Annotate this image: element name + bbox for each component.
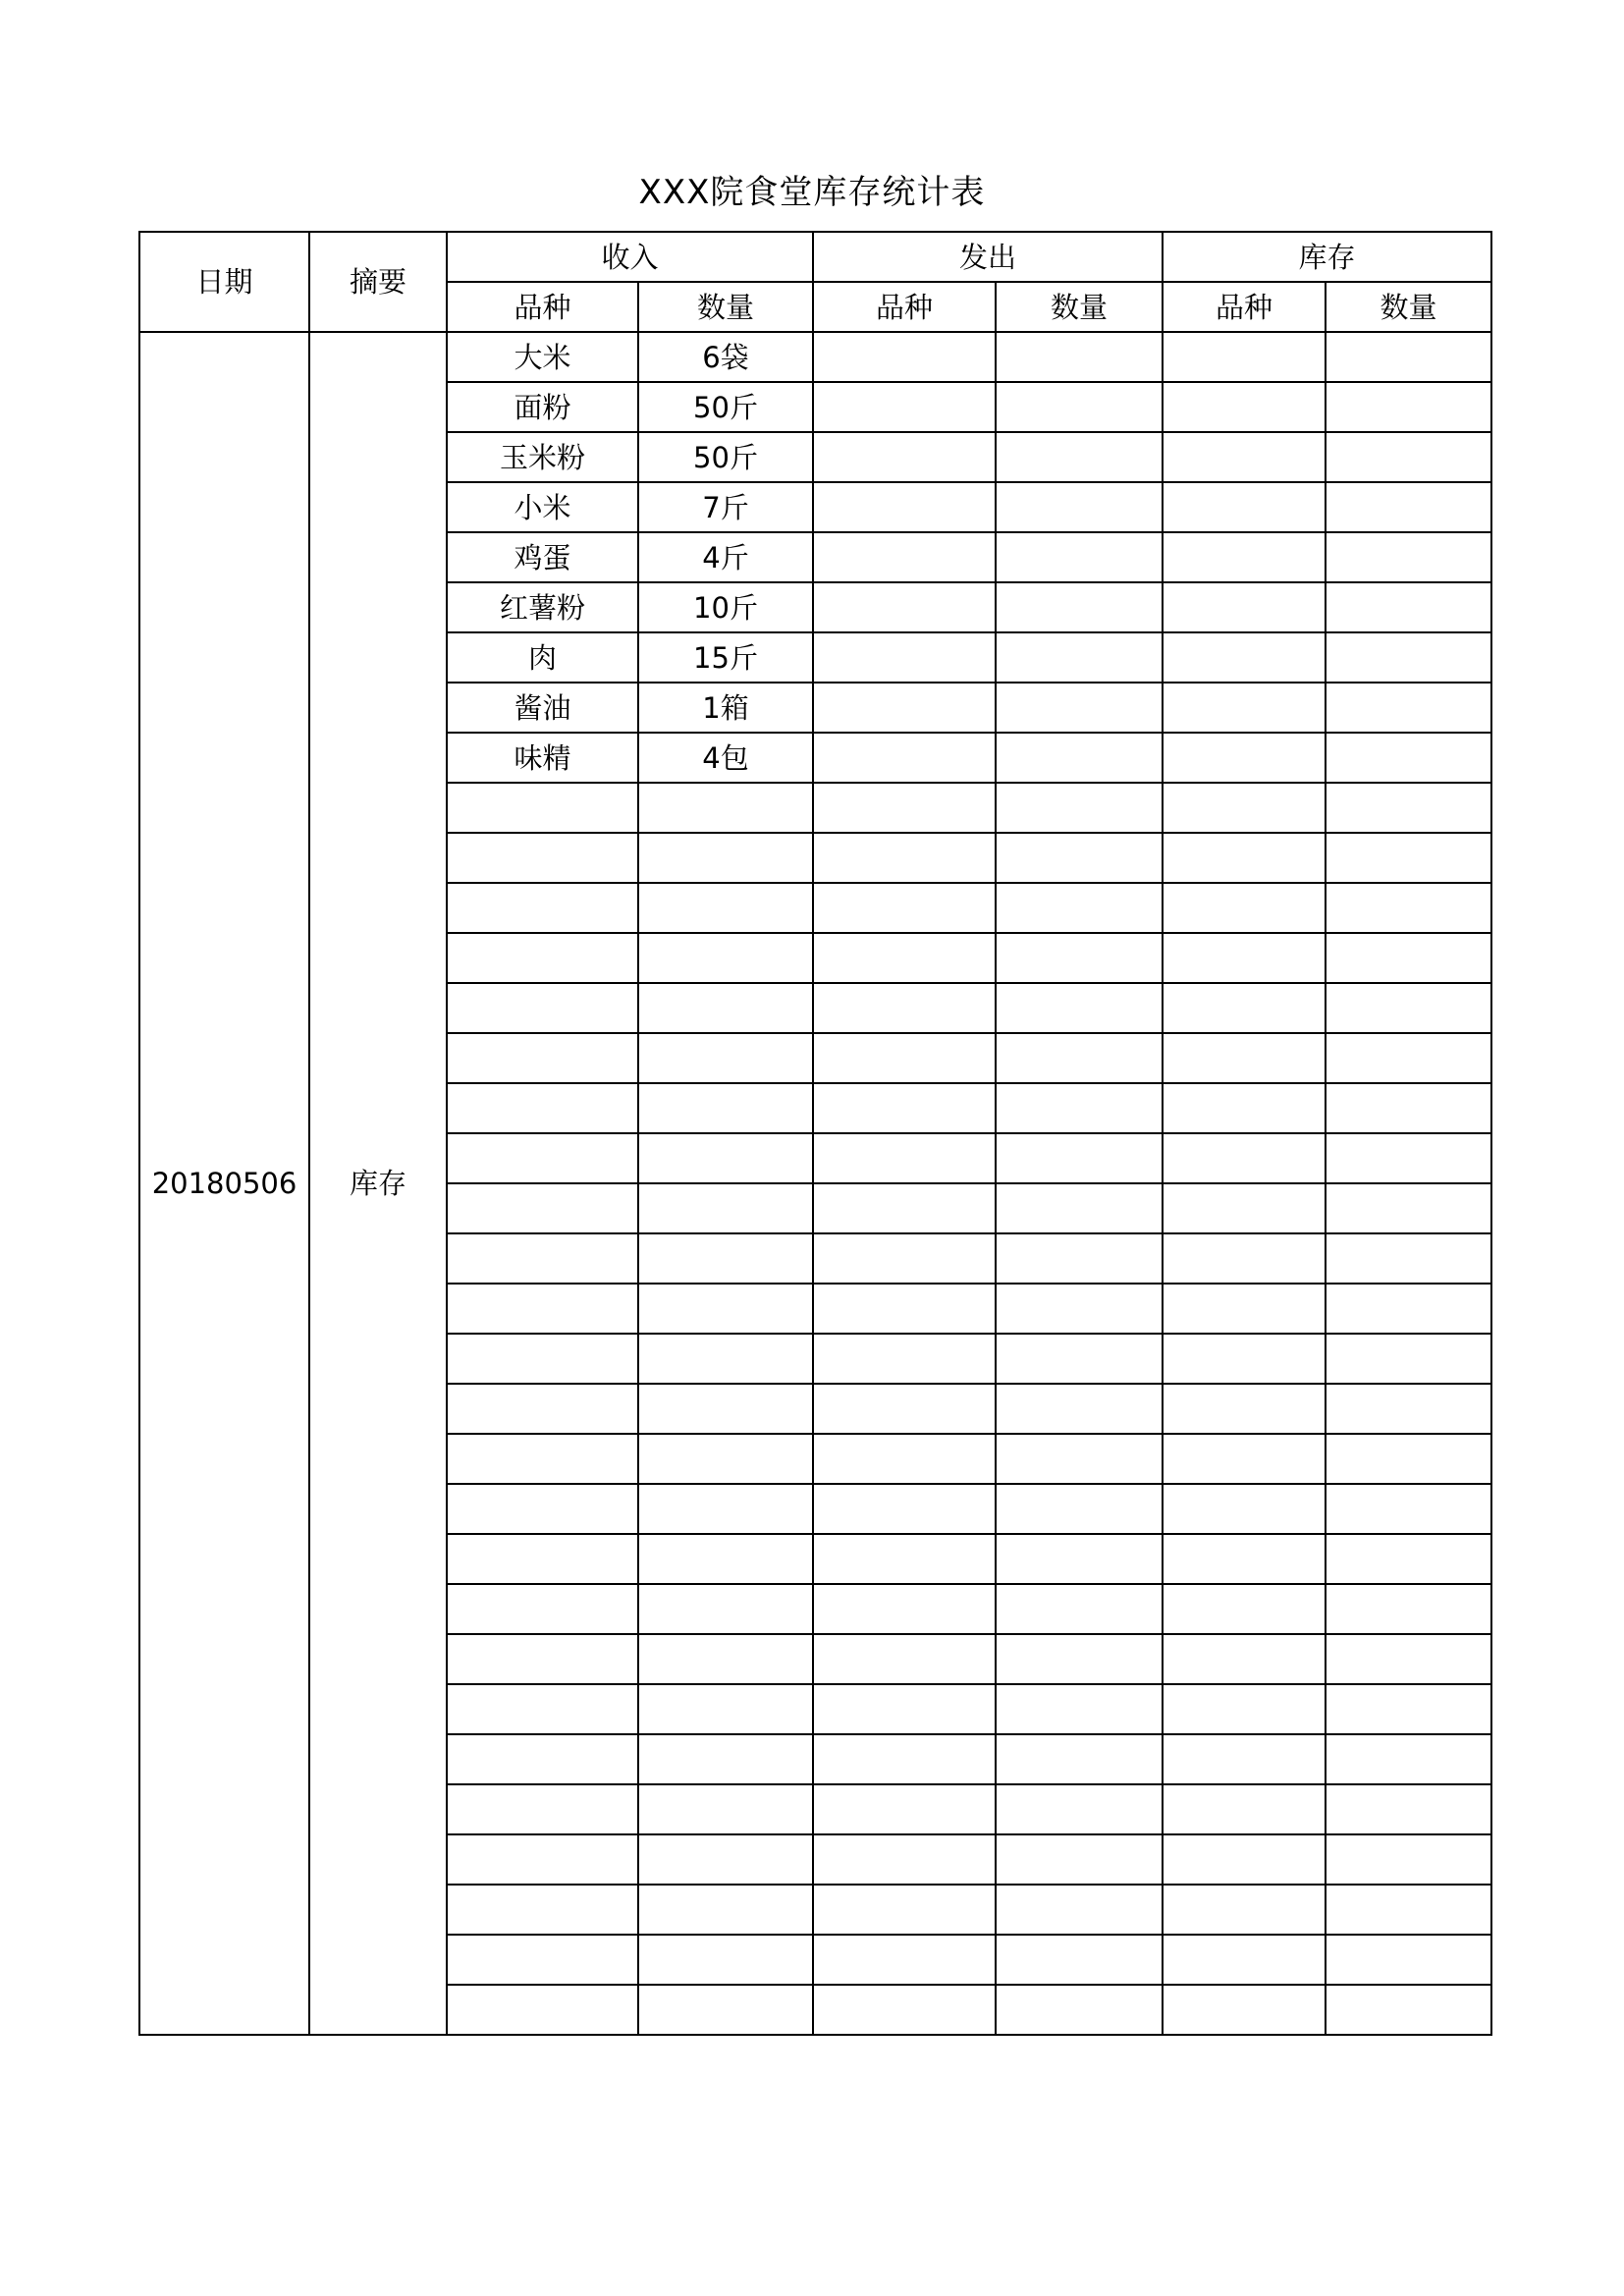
header-outgo-quantity: 数量 (996, 282, 1163, 332)
header-stock-variety: 品种 (1163, 282, 1326, 332)
income-variety-cell (447, 1183, 638, 1233)
stock-quantity-cell (1326, 332, 1491, 382)
outgo-quantity-cell (996, 1684, 1163, 1734)
income-variety-cell (447, 1133, 638, 1183)
stock-quantity-cell (1326, 833, 1491, 883)
outgo-variety-cell (813, 1684, 996, 1734)
outgo-variety-cell (813, 983, 996, 1033)
outgo-variety-cell (813, 833, 996, 883)
outgo-variety-cell (813, 1434, 996, 1484)
stock-quantity-cell (1326, 883, 1491, 933)
income-quantity-cell (638, 1684, 813, 1734)
stock-variety-cell (1163, 1734, 1326, 1784)
stock-quantity-cell (1326, 1434, 1491, 1484)
outgo-quantity-cell (996, 1834, 1163, 1885)
outgo-quantity-cell (996, 983, 1163, 1033)
income-quantity-cell: 10斤 (638, 582, 813, 632)
income-quantity-cell: 15斤 (638, 632, 813, 683)
income-variety-cell (447, 1584, 638, 1634)
stock-quantity-cell (1326, 432, 1491, 482)
income-variety-cell (447, 783, 638, 833)
outgo-variety-cell (813, 1584, 996, 1634)
income-variety-cell (447, 1834, 638, 1885)
income-variety-cell: 肉 (447, 632, 638, 683)
stock-variety-cell (1163, 833, 1326, 883)
stock-quantity-cell (1326, 1734, 1491, 1784)
income-variety-cell: 鸡蛋 (447, 532, 638, 582)
stock-variety-cell (1163, 1985, 1326, 2035)
income-quantity-cell (638, 1334, 813, 1384)
outgo-quantity-cell (996, 532, 1163, 582)
page-title: XXX院食堂库存统计表 (638, 173, 986, 212)
stock-variety-cell (1163, 1935, 1326, 1985)
income-variety-cell (447, 1083, 638, 1133)
income-variety-cell (447, 1634, 638, 1684)
income-quantity-cell (638, 883, 813, 933)
inventory-table (138, 231, 1492, 2036)
stock-quantity-cell (1326, 1935, 1491, 1985)
outgo-variety-cell (813, 1233, 996, 1284)
stock-variety-cell (1163, 1233, 1326, 1284)
outgo-variety-cell (813, 1384, 996, 1434)
income-quantity-cell (638, 983, 813, 1033)
stock-quantity-cell (1326, 1183, 1491, 1233)
outgo-variety-cell (813, 1534, 996, 1584)
stock-variety-cell (1163, 1033, 1326, 1083)
outgo-variety-cell (813, 1083, 996, 1133)
stock-variety-cell (1163, 983, 1326, 1033)
income-variety-cell (447, 983, 638, 1033)
stock-quantity-cell (1326, 382, 1491, 432)
income-quantity-cell (638, 833, 813, 883)
outgo-variety-cell (813, 332, 996, 382)
outgo-quantity-cell (996, 1534, 1163, 1584)
outgo-quantity-cell (996, 1734, 1163, 1784)
income-quantity-cell: 1箱 (638, 683, 813, 733)
income-quantity-cell (638, 1734, 813, 1784)
income-quantity-cell (638, 1233, 813, 1284)
stock-quantity-cell (1326, 1484, 1491, 1534)
header-outgo-variety: 品种 (813, 282, 996, 332)
outgo-quantity-cell (996, 1885, 1163, 1935)
stock-quantity-cell (1326, 683, 1491, 733)
outgo-variety-cell (813, 1284, 996, 1334)
income-variety-cell: 味精 (447, 733, 638, 783)
outgo-variety-cell (813, 1935, 996, 1985)
income-variety-cell: 小米 (447, 482, 638, 532)
outgo-quantity-cell (996, 1334, 1163, 1384)
income-quantity-cell: 50斤 (638, 432, 813, 482)
outgo-variety-cell (813, 1985, 996, 2035)
outgo-variety-cell (813, 683, 996, 733)
outgo-quantity-cell (996, 1033, 1163, 1083)
stock-quantity-cell (1326, 1284, 1491, 1334)
outgo-quantity-cell (996, 933, 1163, 983)
stock-quantity-cell (1326, 482, 1491, 532)
income-variety-cell (447, 1935, 638, 1985)
outgo-quantity-cell (996, 632, 1163, 683)
stock-variety-cell (1163, 1784, 1326, 1834)
outgo-quantity-cell (996, 332, 1163, 382)
income-quantity-cell: 7斤 (638, 482, 813, 532)
outgo-quantity-cell (996, 733, 1163, 783)
stock-quantity-cell (1326, 632, 1491, 683)
stock-variety-cell (1163, 582, 1326, 632)
record-summary: 库存 (309, 332, 447, 2035)
outgo-quantity-cell (996, 382, 1163, 432)
stock-variety-cell (1163, 1534, 1326, 1584)
stock-variety-cell (1163, 1083, 1326, 1133)
stock-quantity-cell (1326, 1584, 1491, 1634)
income-variety-cell (447, 1684, 638, 1734)
outgo-quantity-cell (996, 1634, 1163, 1684)
outgo-variety-cell (813, 783, 996, 833)
income-quantity-cell (638, 783, 813, 833)
stock-quantity-cell (1326, 1684, 1491, 1734)
outgo-quantity-cell (996, 1484, 1163, 1534)
income-quantity-cell (638, 1033, 813, 1083)
income-variety-cell (447, 1284, 638, 1334)
stock-quantity-cell (1326, 933, 1491, 983)
outgo-quantity-cell (996, 1584, 1163, 1634)
stock-quantity-cell (1326, 1885, 1491, 1935)
income-variety-cell (447, 1033, 638, 1083)
stock-variety-cell (1163, 933, 1326, 983)
stock-variety-cell (1163, 1183, 1326, 1233)
income-quantity-cell (638, 1083, 813, 1133)
income-quantity-cell: 6袋 (638, 332, 813, 382)
stock-quantity-cell (1326, 1233, 1491, 1284)
stock-variety-cell (1163, 683, 1326, 733)
outgo-variety-cell (813, 1183, 996, 1233)
income-quantity-cell (638, 1284, 813, 1334)
outgo-quantity-cell (996, 783, 1163, 833)
header-stock: 库存 (1163, 232, 1491, 282)
outgo-variety-cell (813, 1634, 996, 1684)
stock-quantity-cell (1326, 1834, 1491, 1885)
outgo-variety-cell (813, 1834, 996, 1885)
header-income-variety: 品种 (447, 282, 638, 332)
income-variety-cell (447, 933, 638, 983)
stock-variety-cell (1163, 1885, 1326, 1935)
outgo-quantity-cell (996, 1133, 1163, 1183)
income-quantity-cell (638, 1935, 813, 1985)
income-quantity-cell (638, 1484, 813, 1534)
header-outgo: 发出 (813, 232, 1163, 282)
stock-quantity-cell (1326, 983, 1491, 1033)
outgo-variety-cell (813, 1033, 996, 1083)
stock-quantity-cell (1326, 1384, 1491, 1434)
income-quantity-cell (638, 1584, 813, 1634)
record-date: 20180506 (139, 332, 309, 2035)
stock-quantity-cell (1326, 1083, 1491, 1133)
outgo-variety-cell (813, 733, 996, 783)
stock-variety-cell (1163, 1334, 1326, 1384)
income-variety-cell: 面粉 (447, 382, 638, 432)
stock-quantity-cell (1326, 1634, 1491, 1684)
income-variety-cell (447, 833, 638, 883)
income-variety-cell (447, 1534, 638, 1584)
stock-variety-cell (1163, 432, 1326, 482)
outgo-quantity-cell (996, 1183, 1163, 1233)
header-stock-quantity: 数量 (1326, 282, 1491, 332)
outgo-quantity-cell (996, 1434, 1163, 1484)
outgo-quantity-cell (996, 1985, 1163, 2035)
income-variety-cell (447, 1734, 638, 1784)
outgo-quantity-cell (996, 432, 1163, 482)
outgo-variety-cell (813, 632, 996, 683)
outgo-variety-cell (813, 482, 996, 532)
income-variety-cell: 红薯粉 (447, 582, 638, 632)
stock-variety-cell (1163, 883, 1326, 933)
stock-variety-cell (1163, 733, 1326, 783)
header-summary: 摘要 (309, 232, 447, 332)
outgo-variety-cell (813, 1133, 996, 1183)
income-quantity-cell (638, 1784, 813, 1834)
income-quantity-cell (638, 1634, 813, 1684)
stock-quantity-cell (1326, 1133, 1491, 1183)
income-variety-cell (447, 1334, 638, 1384)
income-quantity-cell (638, 933, 813, 983)
stock-variety-cell (1163, 1133, 1326, 1183)
income-variety-cell: 酱油 (447, 683, 638, 733)
outgo-quantity-cell (996, 1935, 1163, 1985)
stock-variety-cell (1163, 1284, 1326, 1334)
income-variety-cell: 大米 (447, 332, 638, 382)
income-quantity-cell (638, 1985, 813, 2035)
outgo-quantity-cell (996, 833, 1163, 883)
stock-variety-cell (1163, 1384, 1326, 1434)
header-date: 日期 (139, 232, 309, 332)
income-quantity-cell (638, 1133, 813, 1183)
outgo-quantity-cell (996, 683, 1163, 733)
stock-variety-cell (1163, 1634, 1326, 1684)
stock-variety-cell (1163, 632, 1326, 683)
stock-variety-cell (1163, 1834, 1326, 1885)
outgo-variety-cell (813, 532, 996, 582)
outgo-variety-cell (813, 432, 996, 482)
income-quantity-cell (638, 1434, 813, 1484)
income-variety-cell (447, 1484, 638, 1534)
income-variety-cell (447, 1233, 638, 1284)
outgo-quantity-cell (996, 582, 1163, 632)
outgo-variety-cell (813, 382, 996, 432)
income-quantity-cell: 50斤 (638, 382, 813, 432)
header-income: 收入 (447, 232, 813, 282)
income-variety-cell (447, 1784, 638, 1834)
stock-variety-cell (1163, 1434, 1326, 1484)
income-variety-cell (447, 1384, 638, 1434)
outgo-variety-cell (813, 1734, 996, 1784)
stock-quantity-cell (1326, 532, 1491, 582)
income-quantity-cell: 4斤 (638, 532, 813, 582)
outgo-quantity-cell (996, 482, 1163, 532)
income-quantity-cell (638, 1183, 813, 1233)
income-quantity-cell (638, 1885, 813, 1935)
stock-variety-cell (1163, 1684, 1326, 1734)
stock-variety-cell (1163, 1584, 1326, 1634)
outgo-quantity-cell (996, 883, 1163, 933)
income-variety-cell: 玉米粉 (447, 432, 638, 482)
stock-variety-cell (1163, 482, 1326, 532)
table-row (139, 332, 1491, 382)
outgo-variety-cell (813, 883, 996, 933)
outgo-variety-cell (813, 1784, 996, 1834)
stock-quantity-cell (1326, 1334, 1491, 1384)
header-income-quantity: 数量 (638, 282, 813, 332)
stock-variety-cell (1163, 382, 1326, 432)
outgo-variety-cell (813, 1334, 996, 1384)
income-quantity-cell: 4包 (638, 733, 813, 783)
income-variety-cell (447, 883, 638, 933)
outgo-quantity-cell (996, 1284, 1163, 1334)
outgo-variety-cell (813, 1885, 996, 1935)
stock-quantity-cell (1326, 582, 1491, 632)
outgo-variety-cell (813, 933, 996, 983)
income-quantity-cell (638, 1834, 813, 1885)
outgo-quantity-cell (996, 1083, 1163, 1133)
income-quantity-cell (638, 1534, 813, 1584)
header-row-1 (139, 232, 1491, 282)
outgo-quantity-cell (996, 1384, 1163, 1434)
stock-variety-cell (1163, 783, 1326, 833)
stock-variety-cell (1163, 1484, 1326, 1534)
outgo-variety-cell (813, 1484, 996, 1534)
income-variety-cell (447, 1885, 638, 1935)
income-variety-cell (447, 1985, 638, 2035)
outgo-variety-cell (813, 582, 996, 632)
outgo-quantity-cell (996, 1233, 1163, 1284)
stock-quantity-cell (1326, 783, 1491, 833)
stock-variety-cell (1163, 532, 1326, 582)
stock-quantity-cell (1326, 1534, 1491, 1584)
stock-quantity-cell (1326, 733, 1491, 783)
income-variety-cell (447, 1434, 638, 1484)
outgo-quantity-cell (996, 1784, 1163, 1834)
income-quantity-cell (638, 1384, 813, 1434)
stock-quantity-cell (1326, 1985, 1491, 2035)
stock-variety-cell (1163, 332, 1326, 382)
stock-quantity-cell (1326, 1033, 1491, 1083)
stock-quantity-cell (1326, 1784, 1491, 1834)
